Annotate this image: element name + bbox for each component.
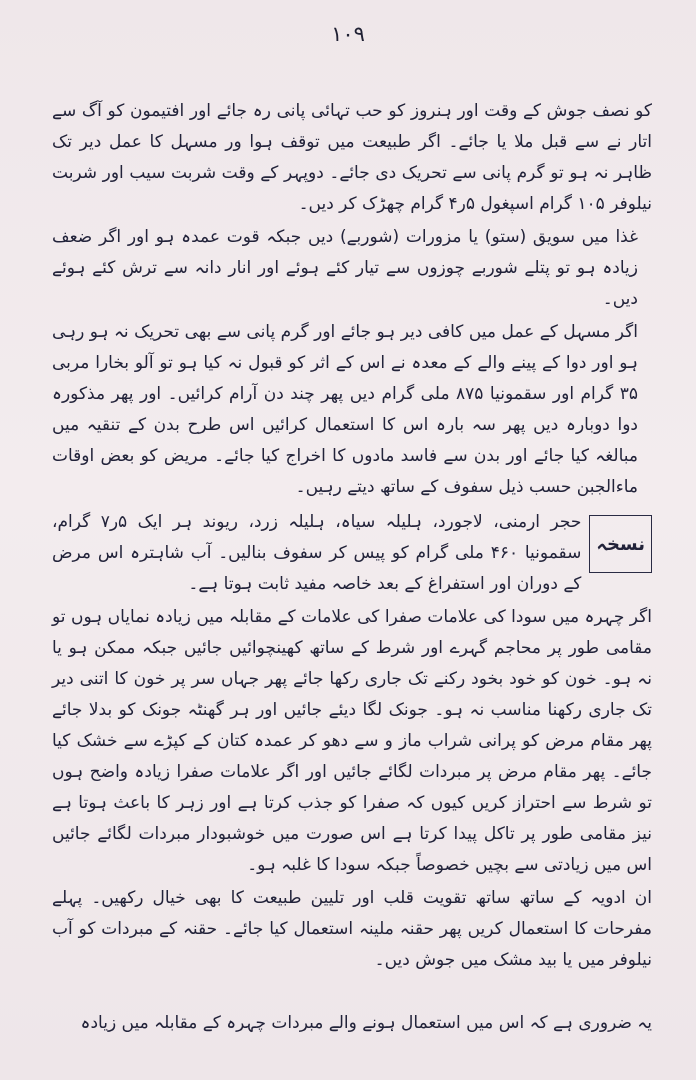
prescription-block [52, 507, 652, 600]
page-number: ۱۰۹ [331, 22, 365, 46]
paragraph-1: کو نصف جوش کے وقت اور ہنروز کو حب تہائی پانی رہ جائے اور افتیمون کو آگ سے اتار نے سے قبل ملا یا جائے۔ اگر طبیعت میں توقف ہوا ور مسہل کا عمل دیر تک ظاہر نہ ہو تو گرم پانی سے تحریک دی جائے۔ دوپہر کے وقت شربت سیب اور شربت نیلوفر ۱۰۵ گرام اسپغول ۵ر۴ گرام چھڑک کر دیں۔ [52, 101, 652, 214]
paragraph-3: اگر مسہل کے عمل میں کافی دیر ہو جائے اور گرم پانی سے بھی تحریک نہ ہو رہی ہو اور دوا کے پینے والے کے معدہ نے اس کے اثر کو قبول نہ کیا ہو تو آلو بخارا مربی ۳۵ گرام اور سقمونیا ۸۷۵ ملی گرام دیں پھر چند دن آرام کرائیں۔ اور پھر مذکورہ دوا دوبارہ دیں پھر سہ بارہ اس کا استعمال کرائیں اس طرح بدن کے تنقیہ میں مبالغہ کیا جائے اور بدن سے فاسد مادوں کا اخراج کیا جائے۔ مریض کو بعض اوقات ماءالجبن حسب ذیل سفوف کے ساتھ دیتے رہیں۔ [52, 322, 638, 497]
prescription-text: حجر ارمنی، لاجورد، ہلیلہ سیاہ، ہلیلہ زرد، ریوند ہر ایک ۵ر۷ گرام، سقمونیا ۴۶۰ ملی گرام کو پیس کر سفوف بنالیں۔ آب شاہترہ اس مرض کے دوران اور استفراغ کے بعد خاصہ مفید ثابت ہوتا ہے۔ [52, 512, 582, 594]
paragraph-4: اگر چہرہ میں سودا کی علامات صفرا کی علامات کے مقابلہ میں زیادہ نمایاں ہوں تو مقامی طور پر محاجم گہرے اور شرط کے ساتھ کھینچوائیں جائیں جبکہ ممکن ہو یا نہ ہو۔ خون کو خود بخود رکنے تک جاری رکھا جائے پھر جہاں سر پر خون کا اتنی دیر تک جاری رکھنا مناسب نہ ہو۔ جونک لگا دیئے جائیں اور ہر گھنٹہ جونک کو بدلا جائے پھر مقام مرض کو پرانی شراب ماز و سے دھو کر عمدہ کتان کے کپڑے سے خشک کیا جائے۔ پھر مقام مرض پر مبردات لگائے جائیں اور اگر علامات صفرا زیادہ واضح ہوں تو شرط سے احتراز کریں کیوں کہ صفرا کو جذب کرتا ہے اور زہر کا باعث ہوتا ہے نیز مقامی طور پر تاکل پیدا کرتا ہے اس صورت میں خوشبودار مبردات لگائے جائیں اس میں زیادتی سے بچیں خصوصاً جبکہ سودا کا غلبہ ہو۔ [52, 607, 652, 875]
prescription-label: نسخہ [589, 515, 652, 573]
body-text [52, 96, 652, 978]
paragraph-5: ان ادویہ کے ساتھ ساتھ تقویت قلب اور تلیین طبیعت کا بھی خیال رکھیں۔ پہلے مفرحات کا استعمال کریں پھر حقنہ ملینہ استعمال کیا جائے۔ حقنہ کے مبردات کو آب نیلوفر میں یا بید مشک میں جوش دیں۔ [52, 888, 652, 970]
closing-line: یہ ضروری ہے کہ اس میں استعمال ہونے والے مبردات چہرہ کے مقابلہ میں زیادہ [80, 1013, 652, 1033]
paragraph-2: غذا میں سویق (ستو) یا مزورات (شوربے) دیں جبکہ قوت عمدہ ہو اور اگر ضعف زیادہ ہو تو پتلے شوربے چوزوں سے تیار کئے ہوئے اور انار دانہ سے ترش کئے ہوئے دیں۔ [52, 227, 638, 309]
